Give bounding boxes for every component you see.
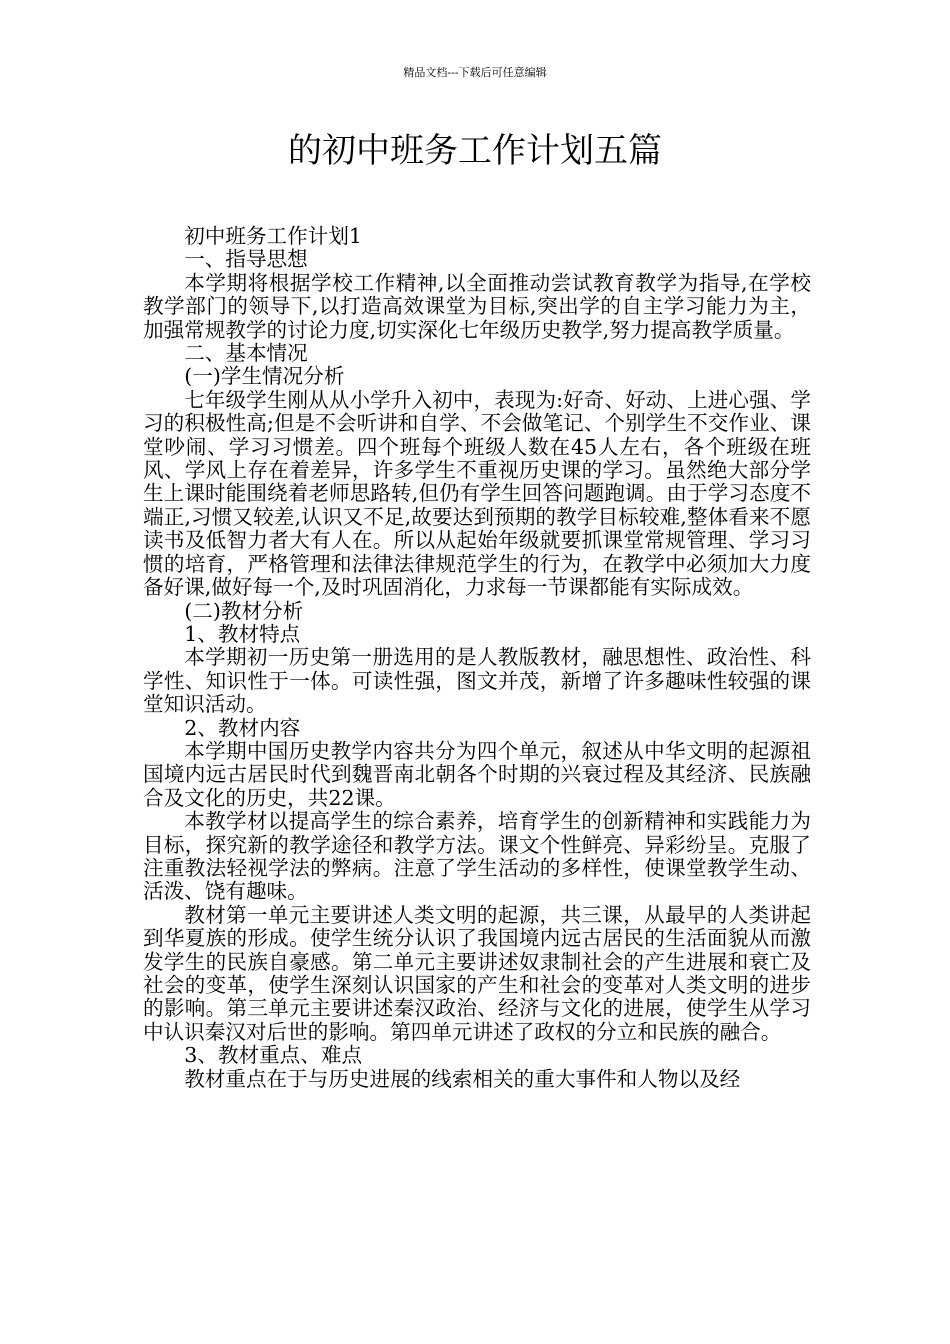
section-heading: 1、教材特点 bbox=[184, 621, 301, 646]
body-paragraph: 本学期初一历史第一册选用的是人教版教材，融思想性、政治性、科学性、知识性于一体。可读性强，图文并茂，新增了许多趣味性较强的课堂知识活动。 bbox=[143, 645, 811, 717]
section-heading: (二)教材分析 bbox=[184, 598, 304, 623]
section-heading: 3、教材重点、难点 bbox=[184, 1043, 363, 1068]
section-heading: 初中班务工作计划1 bbox=[184, 224, 363, 248]
section-heading: 一、指导思想 bbox=[184, 247, 308, 272]
document-body bbox=[143, 225, 811, 1091]
header-watermark: 精品文档---下载后可任意编辑 bbox=[403, 66, 547, 79]
section-heading: (一)学生情况分析 bbox=[184, 364, 345, 389]
section-heading: 二、基本情况 bbox=[184, 341, 308, 366]
section-heading: 2、教材内容 bbox=[184, 715, 301, 740]
body-paragraph: 本教学材以提高学生的综合素养，培育学生的创新精神和实践能力为目标，探究新的教学途径和教学方法。课文个性鲜亮、异彩纷呈。克服了注重教法轻视学法的弊病。注意了学生活动的多样性，使课堂教学生动、活泼、饶有趣味。 bbox=[143, 809, 811, 904]
body-paragraph: 教材重点在于与历史进展的线索相关的重大事件和人物以及经 bbox=[184, 1066, 741, 1091]
body-paragraph: 七年级学生刚从从小学升入初中，表现为:好奇、好动、上进心强、学习的积极性高;但是不会听讲和自学、不会做笔记、个别学生不交作业、课堂吵闹、学习习惯差。四个班每个班级人数在45人左右，各个班级在班风、学风上存在着差异，许多学生不重视历史课的学习。虽然绝大部分学生上课时能围绕着老师思路转,但仍有学生回答问题跑调。由于学习态度不端正,习惯又较差,认识又不足,故要达到预期的教学目标较难,整体看来不愿读书及低智力者大有人在。所以从起始年级就要抓课堂常规管理、学习习惯的培育，严格管理和法律法律规范学生的行为，在教学中必须加大力度备好课,做好每一个,及时巩固消化，力求每一节课都能有实际成效。 bbox=[143, 387, 811, 600]
document-title: 的初中班务工作计划五篇 bbox=[288, 131, 662, 171]
body-paragraph: 本学期中国历史教学内容共分为四个单元，叙述从中华文明的起源祖国境内远古居民时代到魏晋南北朝各个时期的兴衰过程及其经济、民族融合及文化的历史，共22课。 bbox=[143, 738, 811, 810]
body-paragraph: 教材第一单元主要讲述人类文明的起源，共三课，从最早的人类讲起到华夏族的形成。使学生统分认识了我国境内远古居民的生活面貌从而激发学生的民族自豪感。第二单元主要讲述奴隶制社会的产生进展和衰亡及社会的变革，使学生深刻认识国家的产生和社会的变革对人类文明的进步的影响。第三单元主要讲述秦汉政治、经济与文化的进展，使学生从学习中认识秦汉对后世的影响。第四单元讲述了政权的分立和民族的融合。 bbox=[143, 902, 811, 1044]
body-paragraph: 本学期将根据学校工作精神,以全面推动尝试教育教学为指导,在学校教学部门的领导下,以打造高效课堂为目标,突出学的自主学习能力为主，加强常规教学的讨论力度,切实深化七年级历史教学,努力提高教学质量。 bbox=[143, 270, 811, 342]
